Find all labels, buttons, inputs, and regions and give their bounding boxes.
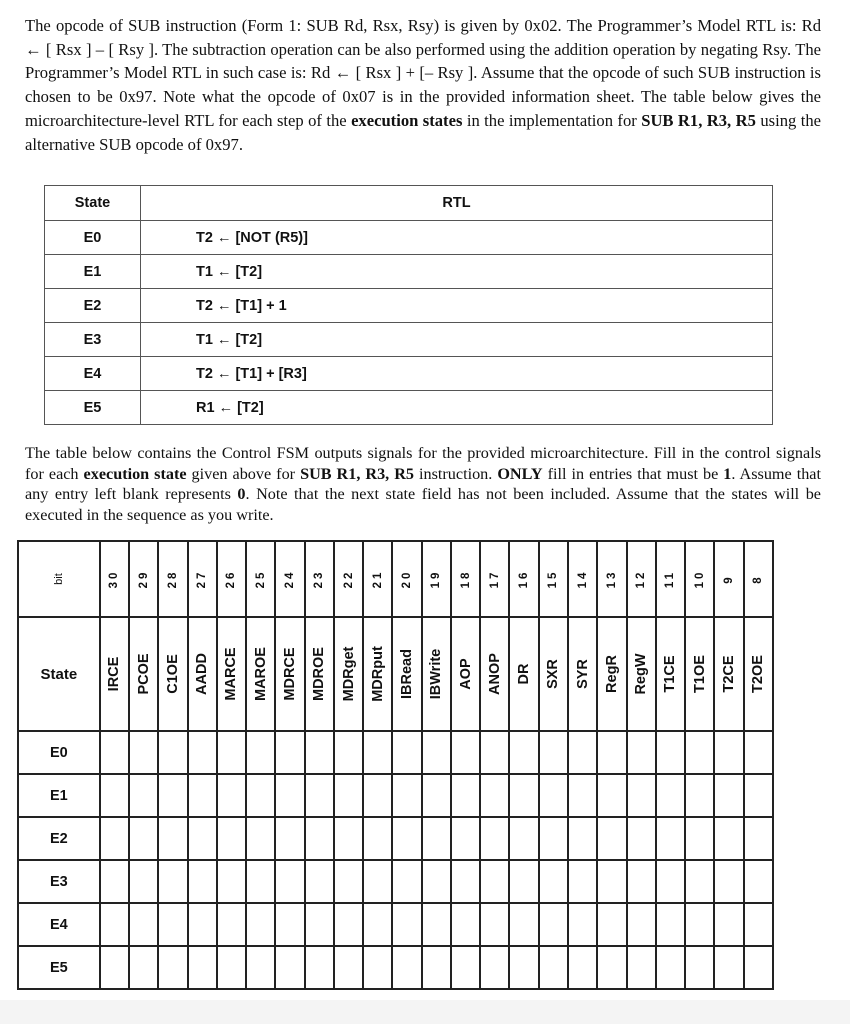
bit-number: 30 bbox=[108, 569, 121, 589]
signal-header-cell bbox=[744, 617, 773, 731]
rtl-expression: T2 ← [T1] + [R3] bbox=[141, 357, 773, 391]
signal-entry-cell[interactable] bbox=[363, 817, 392, 860]
signal-entry-cell[interactable] bbox=[129, 817, 158, 860]
signal-entry-cell[interactable] bbox=[714, 903, 743, 946]
signal-entry-cell[interactable] bbox=[685, 817, 714, 860]
bit-number: 14 bbox=[576, 569, 589, 589]
signal-name: SYR bbox=[574, 659, 591, 689]
signal-entry-cell[interactable] bbox=[158, 817, 187, 860]
signal-entry-cell[interactable] bbox=[627, 903, 656, 946]
bit-number: 20 bbox=[401, 569, 414, 589]
signal-header-cell bbox=[451, 617, 480, 731]
signal-entry-cell[interactable] bbox=[744, 774, 773, 817]
signal-header-cell bbox=[568, 617, 597, 731]
signal-entry-cell[interactable] bbox=[480, 774, 509, 817]
signal-entry-cell[interactable] bbox=[158, 946, 187, 989]
page-bottom-margin bbox=[0, 1000, 850, 1024]
signal-entry-cell[interactable] bbox=[451, 731, 480, 774]
signal-entry-cell[interactable] bbox=[100, 731, 129, 774]
bit-number-cell bbox=[392, 541, 421, 617]
signal-name: IRCE bbox=[106, 656, 123, 692]
bit-number: 9 bbox=[722, 574, 735, 584]
signal-header-cell bbox=[363, 617, 392, 731]
signal-entry-cell[interactable] bbox=[685, 860, 714, 903]
signal-entry-cell[interactable] bbox=[656, 860, 685, 903]
signal-entry-cell[interactable] bbox=[422, 774, 451, 817]
signal-entry-cell[interactable] bbox=[509, 903, 538, 946]
rtl-header-rtl: RTL bbox=[141, 186, 773, 221]
bit-number-cell bbox=[422, 541, 451, 617]
signal-entry-cell[interactable] bbox=[568, 860, 597, 903]
signal-entry-cell[interactable] bbox=[744, 903, 773, 946]
signal-entry-cell[interactable] bbox=[714, 860, 743, 903]
signal-header-cell bbox=[188, 617, 217, 731]
bit-number-cell bbox=[597, 541, 626, 617]
bit-number: 22 bbox=[342, 569, 355, 589]
signal-entry-cell[interactable] bbox=[305, 731, 334, 774]
signal-entry-cell[interactable] bbox=[539, 946, 568, 989]
signal-entry-cell[interactable] bbox=[334, 774, 363, 817]
bit-number-cell bbox=[480, 541, 509, 617]
bit-number: 24 bbox=[283, 569, 296, 589]
bit-number-cell bbox=[568, 541, 597, 617]
signal-entry-cell[interactable] bbox=[539, 731, 568, 774]
signal-name: MARCE bbox=[223, 647, 240, 701]
bit-number: 29 bbox=[137, 569, 150, 589]
signal-entry-cell[interactable] bbox=[422, 946, 451, 989]
signal-entry-cell[interactable] bbox=[656, 817, 685, 860]
signal-entry-cell[interactable] bbox=[217, 817, 246, 860]
bit-number-cell bbox=[188, 541, 217, 617]
signal-entry-cell[interactable] bbox=[217, 860, 246, 903]
signal-entry-cell[interactable] bbox=[480, 903, 509, 946]
signal-name: AOP bbox=[457, 658, 474, 690]
signal-entry-cell[interactable] bbox=[129, 731, 158, 774]
signal-entry-cell[interactable] bbox=[568, 817, 597, 860]
signal-entry-cell[interactable] bbox=[392, 817, 421, 860]
signal-entry-cell[interactable] bbox=[685, 774, 714, 817]
signal-entry-cell[interactable] bbox=[275, 860, 304, 903]
bit-number-cell bbox=[539, 541, 568, 617]
bit-number: 15 bbox=[547, 569, 560, 589]
rtl-state: E2 bbox=[45, 289, 141, 323]
state-row bbox=[18, 946, 773, 989]
signal-name: IBWrite bbox=[428, 648, 445, 700]
bit-number-cell bbox=[451, 541, 480, 617]
bit-number-cell bbox=[275, 541, 304, 617]
state-row-label: E1 bbox=[18, 774, 100, 817]
signal-name: DR bbox=[516, 663, 533, 685]
signal-entry-cell[interactable] bbox=[627, 817, 656, 860]
signal-entry-cell[interactable] bbox=[568, 903, 597, 946]
rtl-state: E1 bbox=[45, 255, 141, 289]
signal-entry-cell[interactable] bbox=[422, 903, 451, 946]
instructions-paragraph: The table below contains the Control FSM outputs signals for the provided microarchitecture. Fill in the control signals for each execution state given above for SUB R1, R3, R5 instruction. ONLY fill in entries that must be 1. Assume that any entry left blank represents 0. Note that the next state field has not been included. Assume that the states will be executed in the sequence as you write. bbox=[25, 444, 821, 524]
bit-number-cell bbox=[100, 541, 129, 617]
signal-entry-cell[interactable] bbox=[217, 774, 246, 817]
rtl-row bbox=[45, 289, 773, 323]
bit-header-label: bit bbox=[52, 573, 65, 585]
state-row bbox=[18, 817, 773, 860]
state-row-label: E5 bbox=[18, 946, 100, 989]
signal-entry-cell[interactable] bbox=[568, 774, 597, 817]
signal-entry-cell[interactable] bbox=[129, 860, 158, 903]
signal-entry-cell[interactable] bbox=[100, 774, 129, 817]
signal-entry-cell[interactable] bbox=[129, 903, 158, 946]
signal-entry-cell[interactable] bbox=[392, 860, 421, 903]
bit-number: 8 bbox=[752, 574, 765, 584]
signal-entry-cell[interactable] bbox=[656, 774, 685, 817]
rtl-expression: T2 ← [T1] + 1 bbox=[141, 289, 773, 323]
bit-number: 11 bbox=[664, 569, 677, 589]
signal-entry-cell[interactable] bbox=[480, 946, 509, 989]
rtl-state: E5 bbox=[45, 391, 141, 425]
state-row-label: E4 bbox=[18, 903, 100, 946]
signal-header-cell bbox=[100, 617, 129, 731]
signal-name: MAROE bbox=[252, 647, 269, 701]
bit-number-cell bbox=[334, 541, 363, 617]
signal-entry-cell[interactable] bbox=[422, 731, 451, 774]
signal-name: T2CE bbox=[720, 655, 737, 693]
signal-entry-cell[interactable] bbox=[334, 903, 363, 946]
rtl-row bbox=[45, 357, 773, 391]
rtl-state: E4 bbox=[45, 357, 141, 391]
bit-number: 19 bbox=[430, 569, 443, 589]
signal-entry-cell[interactable] bbox=[100, 817, 129, 860]
signal-entry-cell[interactable] bbox=[188, 774, 217, 817]
control-signals-table bbox=[17, 540, 774, 990]
signal-entry-cell[interactable] bbox=[275, 817, 304, 860]
signal-name: MDRput bbox=[369, 646, 386, 702]
signal-entry-cell[interactable] bbox=[158, 860, 187, 903]
signal-entry-cell[interactable] bbox=[539, 817, 568, 860]
signal-entry-cell[interactable] bbox=[305, 946, 334, 989]
state-row bbox=[18, 731, 773, 774]
rtl-row bbox=[45, 255, 773, 289]
state-row-label: E2 bbox=[18, 817, 100, 860]
signal-entry-cell[interactable] bbox=[158, 731, 187, 774]
bit-number-cell bbox=[744, 541, 773, 617]
signal-entry-cell[interactable] bbox=[100, 860, 129, 903]
signal-name: RegR bbox=[603, 655, 620, 693]
signal-entry-cell[interactable] bbox=[246, 731, 275, 774]
state-row-label: E3 bbox=[18, 860, 100, 903]
signal-entry-cell[interactable] bbox=[714, 946, 743, 989]
signal-entry-cell[interactable] bbox=[451, 774, 480, 817]
bit-number: 12 bbox=[635, 569, 648, 589]
signal-header-cell bbox=[656, 617, 685, 731]
signal-name: MDRget bbox=[340, 646, 357, 702]
bit-number: 23 bbox=[313, 569, 326, 589]
signal-entry-cell[interactable] bbox=[188, 860, 217, 903]
signal-header-cell bbox=[480, 617, 509, 731]
signal-entry-cell[interactable] bbox=[656, 946, 685, 989]
signal-entry-cell[interactable] bbox=[597, 903, 626, 946]
rtl-expression: T1 ← [T2] bbox=[141, 255, 773, 289]
bit-number-cell bbox=[158, 541, 187, 617]
signal-entry-cell[interactable] bbox=[188, 946, 217, 989]
bit-number-cell bbox=[714, 541, 743, 617]
signal-entry-cell[interactable] bbox=[451, 903, 480, 946]
rtl-row bbox=[45, 323, 773, 357]
signal-entry-cell[interactable] bbox=[744, 860, 773, 903]
signal-entry-cell[interactable] bbox=[246, 860, 275, 903]
signal-entry-cell[interactable] bbox=[597, 946, 626, 989]
signal-name: AADD bbox=[194, 653, 211, 695]
signal-header-cell bbox=[714, 617, 743, 731]
state-row bbox=[18, 774, 773, 817]
rtl-expression: T1 ← [T2] bbox=[141, 323, 773, 357]
signal-entry-cell[interactable] bbox=[568, 946, 597, 989]
signal-entry-cell[interactable] bbox=[539, 903, 568, 946]
signal-entry-cell[interactable] bbox=[627, 774, 656, 817]
signal-header-cell bbox=[275, 617, 304, 731]
signal-header-cell bbox=[627, 617, 656, 731]
bit-number-cell bbox=[129, 541, 158, 617]
signal-name: C1OE bbox=[164, 654, 181, 694]
signal-entry-cell[interactable] bbox=[363, 774, 392, 817]
bit-header-cell bbox=[18, 541, 100, 617]
bit-number-row bbox=[18, 541, 773, 617]
signal-entry-cell[interactable] bbox=[334, 731, 363, 774]
bit-number-cell bbox=[627, 541, 656, 617]
signal-entry-cell[interactable] bbox=[188, 817, 217, 860]
signal-header-cell bbox=[597, 617, 626, 731]
signal-entry-cell[interactable] bbox=[275, 903, 304, 946]
signal-entry-cell[interactable] bbox=[305, 860, 334, 903]
signal-entry-cell[interactable] bbox=[714, 774, 743, 817]
signal-entry-cell[interactable] bbox=[509, 860, 538, 903]
signal-entry-cell[interactable] bbox=[275, 946, 304, 989]
bit-number: 17 bbox=[488, 569, 501, 589]
signal-entry-cell[interactable] bbox=[100, 946, 129, 989]
state-row bbox=[18, 903, 773, 946]
signal-entry-cell[interactable] bbox=[392, 903, 421, 946]
signal-entry-cell[interactable] bbox=[188, 731, 217, 774]
signal-entry-cell[interactable] bbox=[480, 731, 509, 774]
signal-entry-cell[interactable] bbox=[539, 860, 568, 903]
rtl-state: E0 bbox=[45, 221, 141, 255]
signal-entry-cell[interactable] bbox=[685, 946, 714, 989]
signal-entry-cell[interactable] bbox=[656, 731, 685, 774]
signal-entry-cell[interactable] bbox=[334, 860, 363, 903]
signal-entry-cell[interactable] bbox=[246, 817, 275, 860]
signal-header-cell bbox=[392, 617, 421, 731]
signal-entry-cell[interactable] bbox=[451, 817, 480, 860]
signal-entry-cell[interactable] bbox=[627, 731, 656, 774]
signal-name: T1OE bbox=[691, 655, 708, 693]
state-row bbox=[18, 860, 773, 903]
intro-paragraph: The opcode of SUB instruction (Form 1: SUB Rd, Rsx, Rsy) is given by 0x02. The Programmer’s Model RTL is: Rd ← [ Rsx ] – [ Rsy ]. The subtraction operation can be also performed using the addition operation by negating Rsy. The Programmer’s Model RTL in such case is: Rd ← [ Rsx ] + [– Rsy ]. Assume that the opcode of such SUB instruction is chosen to be 0x97. Note what the opcode of 0x07 is in the provided information sheet. The table below gives the microarchitecture-level RTL for each step of the execution states in the implementation for SUB R1, R3, R5 using the alternative SUB opcode of 0x97. bbox=[25, 16, 822, 154]
signal-entry-cell[interactable] bbox=[422, 817, 451, 860]
signal-entry-cell[interactable] bbox=[363, 946, 392, 989]
signal-entry-cell[interactable] bbox=[597, 731, 626, 774]
bit-number-cell bbox=[509, 541, 538, 617]
signal-entry-cell[interactable] bbox=[597, 774, 626, 817]
signal-entry-cell[interactable] bbox=[217, 903, 246, 946]
state-row-label: E0 bbox=[18, 731, 100, 774]
signal-entry-cell[interactable] bbox=[685, 903, 714, 946]
signal-name-row bbox=[18, 617, 773, 731]
signal-header-cell bbox=[539, 617, 568, 731]
signal-entry-cell[interactable] bbox=[275, 731, 304, 774]
signal-entry-cell[interactable] bbox=[363, 860, 392, 903]
bit-number-cell bbox=[363, 541, 392, 617]
signal-header-cell bbox=[246, 617, 275, 731]
bit-number: 16 bbox=[518, 569, 531, 589]
signal-entry-cell[interactable] bbox=[685, 731, 714, 774]
rtl-header-state: State bbox=[45, 186, 141, 221]
signal-entry-cell[interactable] bbox=[392, 774, 421, 817]
signal-entry-cell[interactable] bbox=[363, 903, 392, 946]
signal-entry-cell[interactable] bbox=[246, 903, 275, 946]
signal-entry-cell[interactable] bbox=[568, 731, 597, 774]
signal-entry-cell[interactable] bbox=[392, 946, 421, 989]
rtl-row bbox=[45, 221, 773, 255]
signal-entry-cell[interactable] bbox=[246, 946, 275, 989]
signal-entry-cell[interactable] bbox=[392, 731, 421, 774]
signal-entry-cell[interactable] bbox=[451, 946, 480, 989]
signal-header-cell bbox=[129, 617, 158, 731]
bit-number: 25 bbox=[254, 569, 267, 589]
signal-entry-cell[interactable] bbox=[334, 817, 363, 860]
signal-entry-cell[interactable] bbox=[334, 946, 363, 989]
signal-name: PCOE bbox=[135, 653, 152, 695]
bit-number: 13 bbox=[605, 569, 618, 589]
bit-number: 27 bbox=[196, 569, 209, 589]
signal-entry-cell[interactable] bbox=[714, 817, 743, 860]
signal-name: T1CE bbox=[662, 655, 679, 693]
signal-entry-cell[interactable] bbox=[129, 946, 158, 989]
rtl-state: E3 bbox=[45, 323, 141, 357]
signal-entry-cell[interactable] bbox=[100, 903, 129, 946]
signal-entry-cell[interactable] bbox=[509, 774, 538, 817]
signal-entry-cell[interactable] bbox=[158, 903, 187, 946]
bit-number-cell bbox=[685, 541, 714, 617]
signal-entry-cell[interactable] bbox=[744, 817, 773, 860]
bit-number-cell bbox=[217, 541, 246, 617]
signal-header-cell bbox=[217, 617, 246, 731]
signal-entry-cell[interactable] bbox=[597, 817, 626, 860]
signal-name: RegW bbox=[633, 653, 650, 695]
signal-entry-cell[interactable] bbox=[539, 774, 568, 817]
signal-header-cell bbox=[422, 617, 451, 731]
signal-name: T2OE bbox=[750, 655, 767, 693]
signal-entry-cell[interactable] bbox=[129, 774, 158, 817]
signal-name: IBRead bbox=[399, 649, 416, 699]
bit-number: 28 bbox=[166, 569, 179, 589]
bit-number-cell bbox=[246, 541, 275, 617]
rtl-row bbox=[45, 391, 773, 425]
signal-header-cell bbox=[334, 617, 363, 731]
signal-entry-cell[interactable] bbox=[451, 860, 480, 903]
bit-number: 18 bbox=[459, 569, 472, 589]
signal-entry-cell[interactable] bbox=[597, 860, 626, 903]
signal-entry-cell[interactable] bbox=[305, 903, 334, 946]
signal-entry-cell[interactable] bbox=[217, 731, 246, 774]
signal-entry-cell[interactable] bbox=[480, 860, 509, 903]
signal-name: ANOP bbox=[486, 653, 503, 695]
signal-name: MDRCE bbox=[281, 647, 298, 701]
signal-entry-cell[interactable] bbox=[422, 860, 451, 903]
signal-entry-cell[interactable] bbox=[480, 817, 509, 860]
signal-entry-cell[interactable] bbox=[656, 903, 685, 946]
signal-entry-cell[interactable] bbox=[627, 946, 656, 989]
signal-entry-cell[interactable] bbox=[305, 817, 334, 860]
signal-entry-cell[interactable] bbox=[363, 731, 392, 774]
signal-entry-cell[interactable] bbox=[246, 774, 275, 817]
bit-number: 10 bbox=[693, 569, 706, 589]
signal-name: MDROE bbox=[311, 647, 328, 701]
signal-header-cell bbox=[685, 617, 714, 731]
signal-entry-cell[interactable] bbox=[305, 774, 334, 817]
signal-entry-cell[interactable] bbox=[275, 774, 304, 817]
state-header: State bbox=[18, 617, 100, 731]
bit-number-cell bbox=[656, 541, 685, 617]
signal-entry-cell[interactable] bbox=[509, 946, 538, 989]
signal-entry-cell[interactable] bbox=[509, 731, 538, 774]
rtl-expression: R1 ← [T2] bbox=[141, 391, 773, 425]
bit-number: 21 bbox=[371, 569, 384, 589]
bit-number: 26 bbox=[225, 569, 238, 589]
signal-entry-cell[interactable] bbox=[509, 817, 538, 860]
signal-entry-cell[interactable] bbox=[158, 774, 187, 817]
signal-header-cell bbox=[509, 617, 538, 731]
bit-number-cell bbox=[305, 541, 334, 617]
signal-header-cell bbox=[305, 617, 334, 731]
rtl-table bbox=[44, 185, 773, 425]
signal-entry-cell[interactable] bbox=[744, 946, 773, 989]
signal-entry-cell[interactable] bbox=[188, 903, 217, 946]
signal-entry-cell[interactable] bbox=[627, 860, 656, 903]
signal-entry-cell[interactable] bbox=[714, 731, 743, 774]
signal-name: SXR bbox=[545, 659, 562, 689]
signal-header-cell bbox=[158, 617, 187, 731]
signal-entry-cell[interactable] bbox=[744, 731, 773, 774]
signal-entry-cell[interactable] bbox=[217, 946, 246, 989]
rtl-expression: T2 ← [NOT (R5)] bbox=[141, 221, 773, 255]
